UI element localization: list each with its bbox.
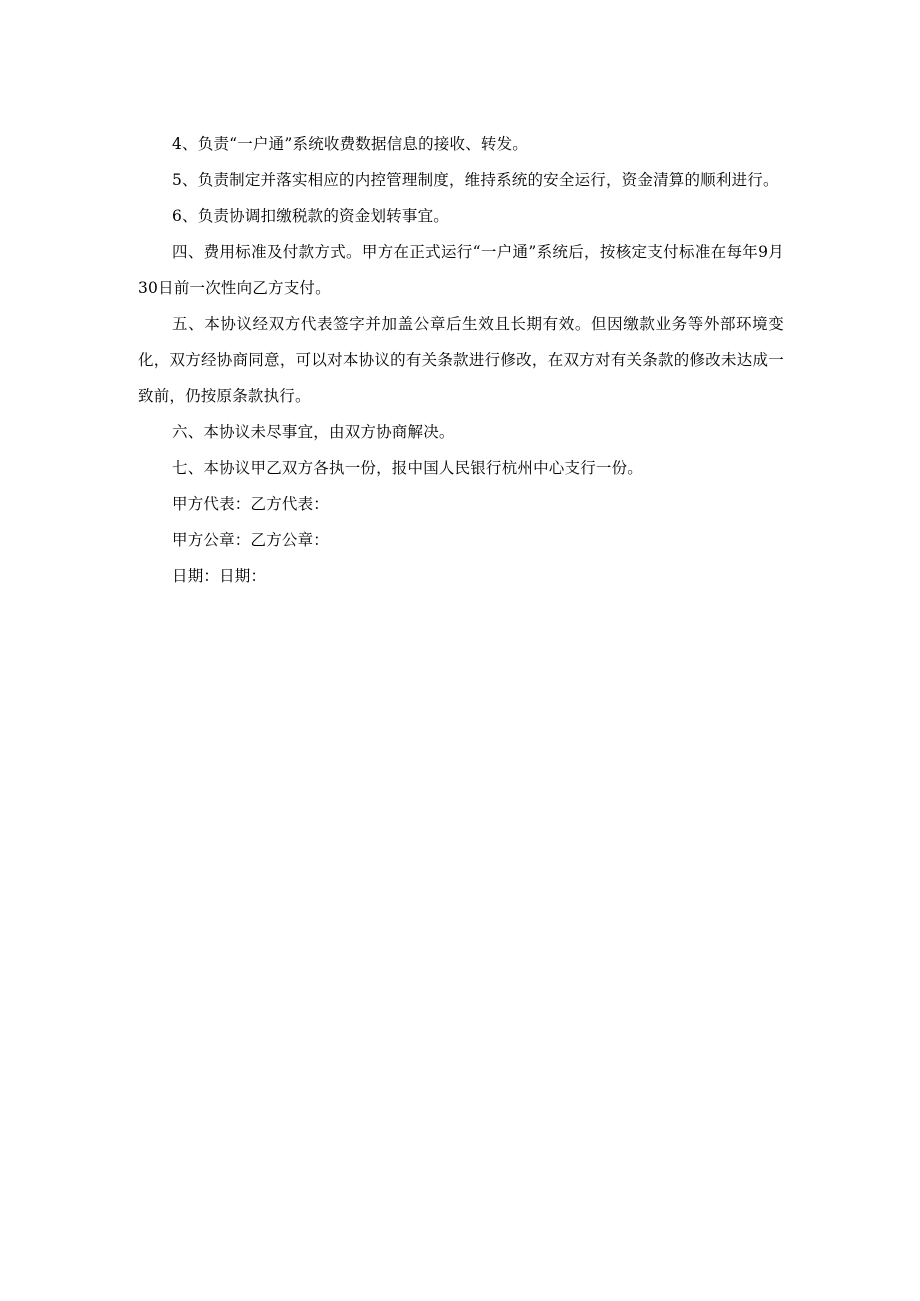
signature-representatives: 甲方代表：乙方代表： bbox=[172, 495, 330, 513]
paragraph-section-7: 七、本协议甲乙双方各执一份，报中国人民银行杭州中心支行一份。 bbox=[172, 459, 644, 477]
paragraph-item-5: 5、负责制定并落实相应的内控管理制度，维持系统的安全运行，资金清算的顺利进行。 bbox=[172, 171, 779, 189]
paragraph-section-5: 五、本协议经双方代表签字并加盖公章后生效且长期有效。但因缴款业务等外部环境变化，双方经协商同意，可以对本协议的有关条款进行修改，在双方对有关条款的修改未达成一致前，仍按原条款执行。 bbox=[138, 315, 784, 405]
document-body bbox=[138, 126, 784, 594]
paragraph-item-4: 4、负责“一户通”系统收费数据信息的接收、转发。 bbox=[172, 135, 529, 153]
signature-dates: 日期：日期： bbox=[172, 567, 267, 585]
paragraph-section-6: 六、本协议未尽事宜，由双方协商解决。 bbox=[172, 423, 455, 441]
paragraph-section-4: 四、费用标准及付款方式。甲方在正式运行“一户通”系统后，按核定支付标准在每年9月30日前一次性向乙方支付。 bbox=[138, 243, 784, 297]
paragraph-item-6: 6、负责协调扣缴税款的资金划转事宜。 bbox=[172, 207, 449, 225]
signature-seals: 甲方公章：乙方公章： bbox=[172, 531, 330, 549]
